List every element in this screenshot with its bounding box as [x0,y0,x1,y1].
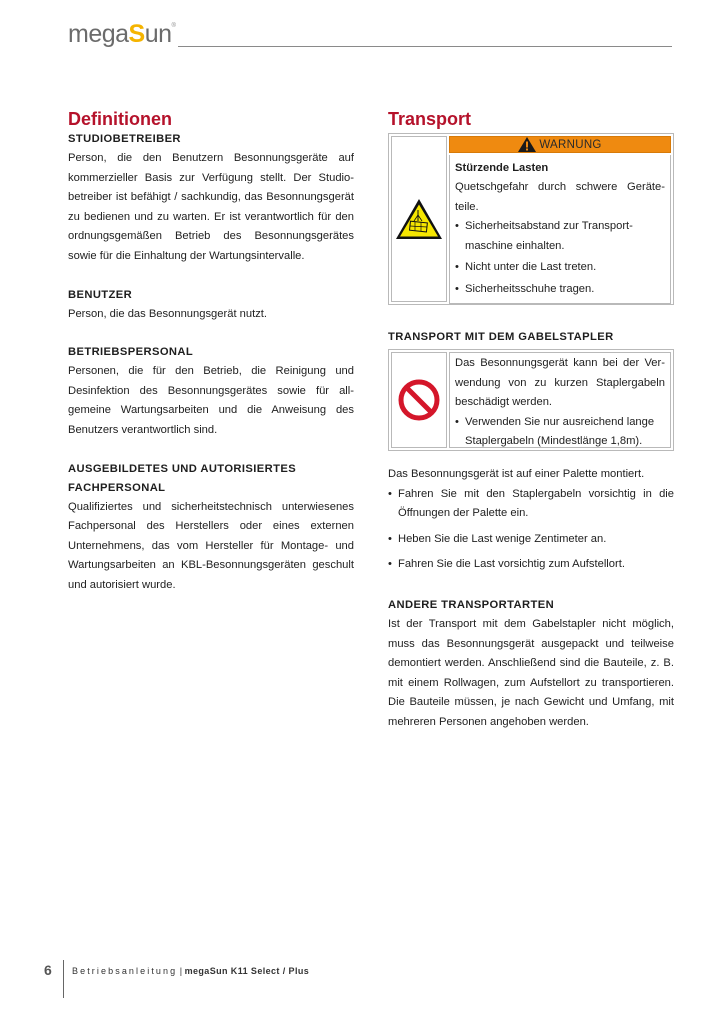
header-rule [178,46,672,47]
logo-suffix: un [144,20,172,48]
section-heading: STUDIOBETREIBER [68,133,181,145]
other-transport-heading: ANDERE TRANSPORTARTEN [388,598,555,611]
megasun-logo [68,20,175,49]
section-text: Person, die das Besonnungsgerät nutzt. [68,307,268,320]
warning-bullet: • Sicherheitsschuhe tragen. [455,280,665,300]
footer-divider [63,960,64,998]
warning-box [388,133,674,305]
definitions-title: Definitionen [68,109,172,129]
page-number: 6 [44,962,52,978]
warning-header [449,136,671,153]
warning-triangle-icon [518,137,536,152]
warning-body [449,155,671,304]
transport-column [388,108,674,733]
logo-prefix: mega [68,20,129,48]
footer-doc-title [72,966,309,976]
notice-icon-cell [391,352,447,448]
transport-title: Transport [388,109,472,129]
forklift-steps [388,485,674,575]
forklift-step: • Heben Sie die Last wenige Zentimeter an. [388,530,674,550]
logo-accent-letter: S [128,20,145,48]
section-text: Personen, die für den Betrieb, die Reinigung und Desinfektion des Besonnungsgerätes sowie für allgemeine Wartungsarbeiten und die Anweisung des Benutzers verantwortlich sind. [68,365,354,436]
section-text: Person, die den Benutzern Besonnungsgeräte auf kommerzieller Basis zur Verfügung stellt. Der Studiobetreiber ist befähigt / sachkundig, das Besonnungsgerät zu bedienen und zu warten. Er ist verantwortlich für den ordnungsgemäßen Betrieb des Besonnungsgerätes sowie für die Einhaltung der Wartungsintervalle. [68,152,354,262]
notice-text-cell [449,352,671,448]
forklift-intro: Das Besonnungsgerät ist auf einer Palette montiert. [388,468,645,480]
footer-separator: | [177,966,185,976]
section-heading: AUSGEBILDETES UND AUTORISIERTES FACHPERSONAL [68,462,297,494]
forklift-step: • Fahren Sie die Last vorsichtig zum Aufstellort. [388,555,674,575]
warning-bullet: • Sicherheitsabstand zur Transportmaschine einhalten. [455,217,665,256]
warning-icon-cell [391,136,447,302]
warning-bullet: • Nicht unter die Last treten. [455,258,665,278]
notice-text: Das Besonnungsgerät kann bei der Verwendung von zu kurzen Staplergabeln beschädigt werden. [455,357,665,409]
warning-text-cell [449,136,671,302]
warning-text: Quetschgefahr durch schwere Geräteteile. [455,181,665,213]
other-transport-text: Ist der Transport mit dem Gabelstapler nicht möglich, muss das Besonnungsgerät ausgepackt und teilweise demontiert werden. Anschließend sind die Bauteile, z. B. mit einem Rollwagen, zum Aufstellort zu transportieren. Die Bauteile müssen, je nach Gewicht und Umfang, mit mehreren Personen angehoben werden. [388,617,674,728]
definitions-column [68,108,354,596]
product-name: megaSun K11 Select / Plus [184,966,310,976]
section-text: Qualifiziertes und sicherheitstechnisch unterwiesenes Fachpersonal des Herstellers oder eines externen Unternehmens, das vom Hersteller für Montage- und Wartungsarbeiten an KBL-Besonnungsgeräten geschult und autorisiert wurde. [68,500,354,591]
falling-load-warning-icon [394,197,444,241]
forklift-heading: TRANSPORT MIT DEM GABELSTAPLER [388,331,614,343]
registered-mark: ® [171,23,176,29]
warning-label: WARNUNG [539,138,602,151]
doc-type: Betriebsanleitung [72,966,178,976]
notice-bullet: • Verwenden Sie nur ausreichend lange Staplergabeln (Mindestlänge 1,8m). [455,413,665,452]
section-heading: BENUTZER [68,288,133,301]
forklift-step: • Fahren Sie mit den Staplergabeln vorsichtig in die Öffnungen der Palette ein. [388,485,674,524]
section-heading: BETRIEBSPERSONAL [68,346,194,359]
warning-bullets [455,217,665,299]
prohibition-icon [397,378,441,422]
notice-bullets [455,413,665,452]
warning-title: Stürzende Lasten [455,162,549,174]
notice-box [388,349,674,451]
